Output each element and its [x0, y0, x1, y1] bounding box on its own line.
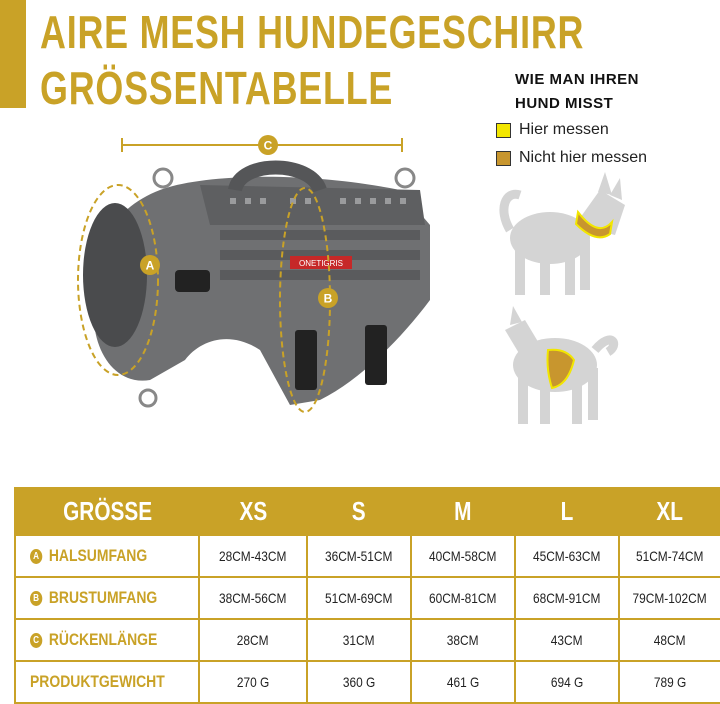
table-cell: 28CM-43CM	[199, 535, 307, 577]
table-cell: 40CM-58CM	[411, 535, 515, 577]
header-m: M	[411, 488, 515, 535]
header-xl: XL	[619, 488, 720, 535]
legend-not-here	[496, 149, 647, 167]
table-row	[15, 535, 720, 577]
svg-text:C: C	[263, 138, 273, 153]
dog-neck-illustration	[504, 172, 625, 295]
header-xs: XS	[199, 488, 307, 535]
yellow-swatch-icon	[496, 123, 511, 138]
row-label-back: C RÜCKENLÄNGE	[15, 619, 199, 661]
table-cell: 45CM-63CM	[515, 535, 619, 577]
badge-c-icon: C	[30, 633, 42, 648]
table-cell: 36CM-51CM	[307, 535, 411, 577]
size-table	[14, 487, 720, 704]
table-cell: 789 G	[619, 661, 720, 703]
measure-instructions	[515, 68, 639, 116]
marker-c	[258, 135, 278, 155]
table-cell: 48CM	[619, 619, 720, 661]
table-cell: 694 G	[515, 661, 619, 703]
svg-text:B: B	[323, 291, 333, 306]
measure-heading-line1: WIE MAN IHREN	[515, 71, 639, 88]
brown-swatch-icon	[496, 151, 511, 166]
header-size: GRÖSSE	[15, 488, 199, 535]
row-label-neck: A HALSUMFANG	[15, 535, 199, 577]
marker-b	[318, 288, 338, 308]
row-label-weight: PRODUKTGEWICHT	[15, 661, 199, 703]
table-cell: 461 G	[411, 661, 515, 703]
marker-a	[140, 255, 160, 275]
page-subtitle: GRÖSSENTABELLE	[40, 62, 394, 114]
table-cell: 28CM	[199, 619, 307, 661]
size-table-header	[15, 488, 720, 535]
table-cell: 38CM-56CM	[199, 577, 307, 619]
row-label-chest: B BRUSTUMFANG	[15, 577, 199, 619]
badge-b-icon: B	[30, 591, 42, 606]
table-cell: 360 G	[307, 661, 411, 703]
table-cell: 43CM	[515, 619, 619, 661]
table-cell: 79CM-102CM	[619, 577, 720, 619]
table-row	[15, 619, 720, 661]
table-cell: 51CM-74CM	[619, 535, 720, 577]
legend-label-not-here: Nicht hier messen	[519, 149, 648, 166]
table-cell: 38CM	[411, 619, 515, 661]
harness-image	[83, 168, 430, 407]
dog-chest-illustration	[505, 306, 614, 424]
table-cell: 31CM	[307, 619, 411, 661]
table-cell: 51CM-69CM	[307, 577, 411, 619]
measure-heading-line2: HUND MISST	[515, 95, 614, 112]
table-cell: 60CM-81CM	[411, 577, 515, 619]
table-cell: 68CM-91CM	[515, 577, 619, 619]
table-row	[15, 577, 720, 619]
legend-measure-here	[496, 121, 609, 139]
badge-a-icon: A	[30, 549, 42, 564]
legend-label-here: Hier messen	[519, 121, 609, 138]
header-s: S	[307, 488, 411, 535]
header-l: L	[515, 488, 619, 535]
page-title: AIRE MESH HUNDEGESCHIRR	[40, 6, 585, 58]
table-cell: 270 G	[199, 661, 307, 703]
svg-text:A: A	[145, 258, 155, 273]
table-row	[15, 661, 720, 703]
brand-tag: ONETIGRIS	[298, 259, 344, 268]
